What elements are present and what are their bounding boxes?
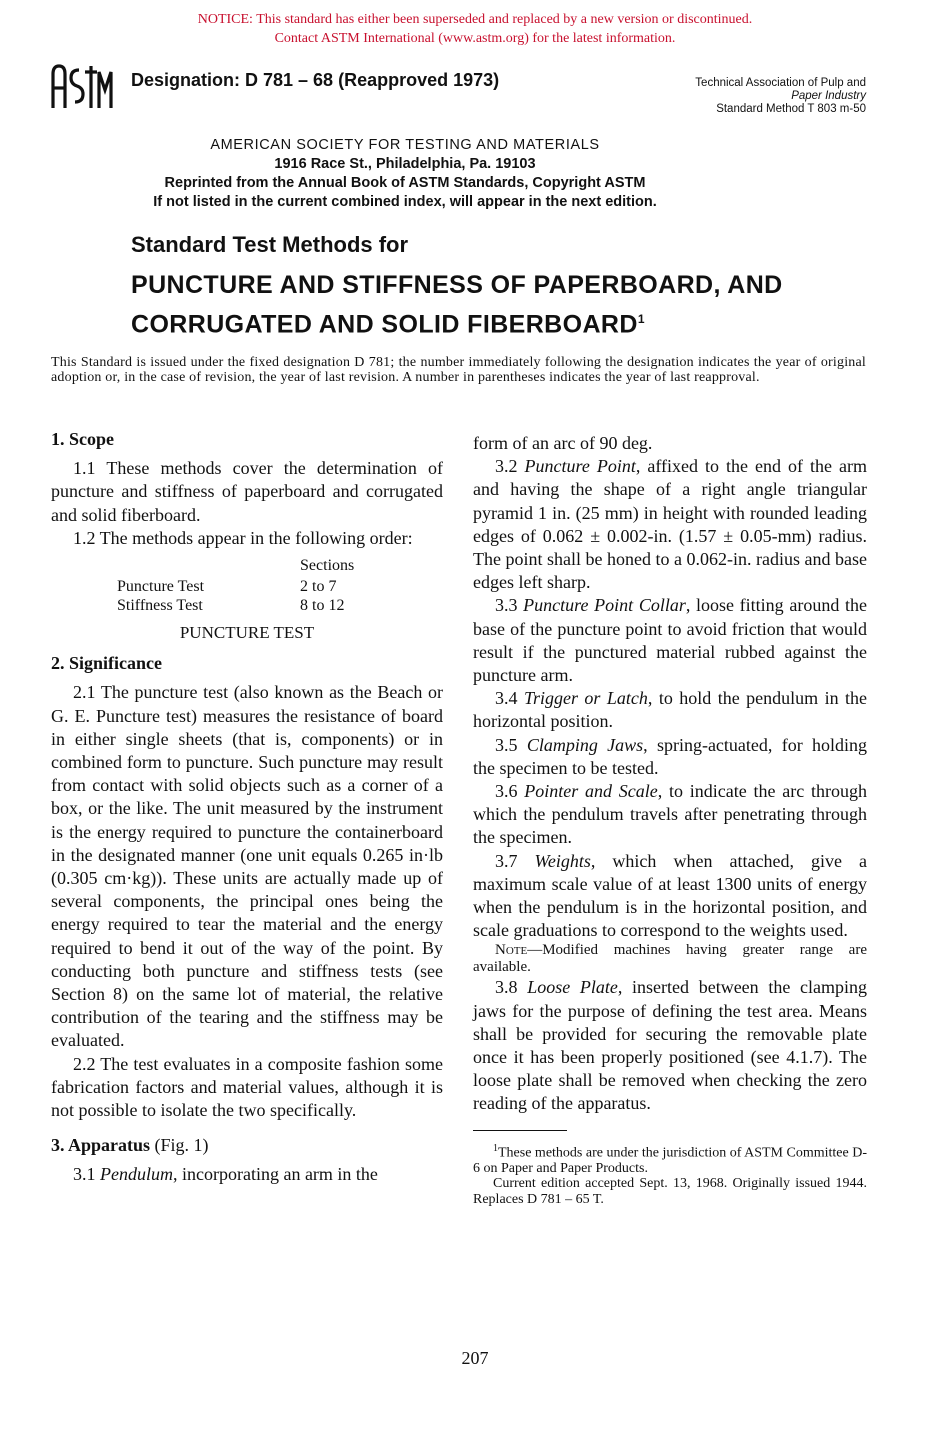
society-address: 1916 Race St., Philadelphia, Pa. 19103: [274, 156, 536, 172]
paragraph-3-1: 3.1 Pendulum, incorporating an arm in the: [73, 1164, 378, 1185]
footnote-divider: [473, 1130, 567, 1131]
table-row: [117, 596, 354, 615]
designation: Designation: D 781 – 68 (Reapproved 1973): [131, 70, 500, 90]
table-row: [117, 577, 354, 596]
puncture-test-heading: PUNCTURE TEST: [179, 623, 315, 643]
footnote-1: $^1$These methods are under the jurisdiction of ASTM Committee D-6 on Paper and Paper Products.: [473, 1142, 867, 1176]
title-line-1: Standard Test Methods for: [131, 232, 409, 257]
paragraph-3-5: 3.5 Clamping Jaws, spring-actuated, for holding the specimen to be tested.: [473, 734, 868, 778]
left-column: [51, 428, 443, 1187]
tappi-line-2: Paper Industry: [791, 90, 866, 102]
index-line: If not listed in the current combined index, will appear in the next edition.: [153, 194, 657, 210]
document-title: [131, 232, 783, 341]
paragraph-2-1: 2.1 The puncture test (also known as the Beach or G. E. Puncture test) measures the resistance of board in either single sheets (that is, components) or in combined form to puncture. Such puncture may result from contact with solid objects such as a corner of a box, or the like. The unit measured by the instrument is the energy required to puncture the containerboard in the designated manner (one unit equals 0.265 in·lb (0.305 cm·kg)). These units are actually made up of several components, the principal ones being the energy required to tear the material and the energy required to bend it out of the way of the point. By conducting both puncture and stiffness tests (see Section 8) on the same lot of material, the relative contribution of the tearing and the stiffness may be evaluated.: [51, 682, 443, 1051]
section-heading-scope: 1. Scope: [51, 429, 114, 449]
reprint-line: Reprinted from the Annual Book of ASTM Standards, Copyright ASTM: [164, 175, 646, 191]
notice-line-2: Contact ASTM International (www.astm.org) for the latest information.: [274, 31, 676, 46]
page-number: 207: [461, 1348, 489, 1368]
paragraph-3-7: 3.7 Weights, which when attached, give a maximum scale value of at least 1300 units of energy when the pendulum is in the horizontal position, and scale graduations to correspond to the weights used.: [473, 850, 868, 941]
paragraph-3-3: 3.3 Puncture Point Collar, loose fitting around the base of the puncture point to avoid friction that would result if the punctured material rubbed against the puncture arm.: [473, 595, 867, 686]
astm-logo-icon: [49, 62, 115, 112]
right-column: [473, 432, 867, 1207]
footnotes: [473, 1141, 867, 1208]
title-line-2: PUNCTURE AND STIFFNESS OF PAPERBOARD, AND: [131, 271, 783, 299]
notice-line-1: NOTICE: This standard has either been superseded and replaced by a new version or discontinued.: [197, 12, 753, 27]
section-range: 8 to 12: [300, 597, 345, 615]
tappi-line-3: Standard Method T 803 m-50: [716, 103, 866, 115]
section-range: 2 to 7: [300, 578, 337, 596]
section-heading-significance: 2. Significance: [51, 653, 162, 674]
paragraph-3-1-continued: form of an arc of 90 deg.: [473, 433, 653, 453]
tappi-reference: [695, 77, 866, 116]
section-name: Stiffness Test: [117, 597, 203, 615]
paragraph-2-2: 2.2 The test evaluates in a composite fashion some fabrication factors and material values, although it is not possible to isolate the two specifically.: [51, 1053, 443, 1121]
society-name: AMERICAN SOCIETY FOR TESTING AND MATERIALS: [210, 137, 600, 153]
publisher-block: [70, 136, 740, 212]
paragraph-3-4: 3.4 Trigger or Latch, to hold the pendulum in the horizontal position.: [473, 688, 868, 732]
paragraph-3-2: 3.2 Puncture Point, affixed to the end of the arm and having the shape of a right angle triangular pyramid 1 in. (25 mm) in height with rounded leading edges of 0.062 ± 0.002-in. (1.57 ± 0.05-mm) radius. The point shall be honed to a 0.062-in. radius and base edges left sharp.: [473, 456, 868, 593]
paragraph-3-8: 3.8 Loose Plate, inserted between the clamping jaws for the purpose of defining the test area. Means shall be provided for securing the removable plate once it has been properly positioned (see 4.1.7). The loose plate shall be removed when checking the zero reading of the apparatus.: [473, 977, 867, 1114]
supersede-notice: [0, 10, 950, 48]
paragraph-1-1: 1.1 These methods cover the determination of puncture and stiffness of paperboard and corrugated and solid fiberboard.: [51, 458, 443, 525]
title-footnote-mark: 1: [637, 312, 645, 326]
footnote-1-edition: Current edition accepted Sept. 13, 1968. Originally issued 1944. Replaces D 781 – 65 T.: [473, 1176, 867, 1207]
sections-table: [117, 556, 354, 615]
paragraph-1-2: 1.2 The methods appear in the following order:: [73, 527, 413, 548]
title-line-3: CORRUGATED AND SOLID FIBERBOARD$^1$: [131, 310, 645, 339]
note: Note—Modified machines having greater range are available.: [473, 942, 867, 976]
section-name: Puncture Test: [117, 578, 205, 596]
section-heading-apparatus: 3. Apparatus (Fig. 1): [51, 1135, 209, 1156]
tappi-line-1: Technical Association of Pulp and: [695, 77, 866, 89]
issuance-statement: This Standard is issued under the fixed designation D 781; the number immediately following the designation indicates the year of original adoption or, in the case of revision, the year of last revision. A number in parentheses indicates the year of last reapproval.: [51, 355, 866, 385]
sections-header: Sections: [300, 557, 355, 575]
paragraph-3-6: 3.6 Pointer and Scale, to indicate the arc through which the pendulum travels after penetrating through the specimen.: [473, 781, 867, 848]
